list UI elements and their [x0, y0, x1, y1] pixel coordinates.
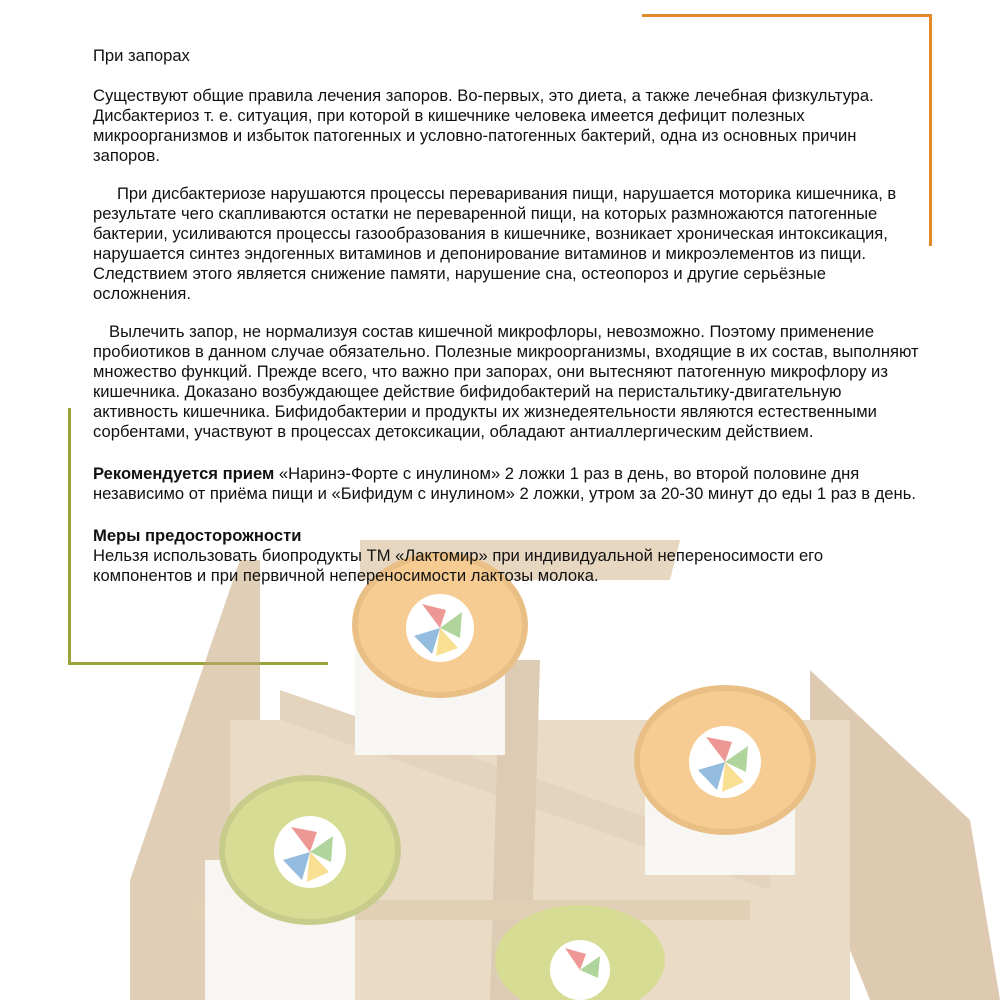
- paragraph-probiotics: [93, 322, 923, 442]
- orange-accent-line-top: [642, 14, 932, 17]
- paragraph-intro: Существуют общие правила лечения запоров. Во-первых, это диета, а также лечебная физкультура. Дисбактериоз т. е. ситуация, при которой в кишечнике человека имеется дефицит полезных микроорганизмов и избыток патогенных и условно-патогенных бактерий, одна из основных причин запоров.: [93, 86, 874, 165]
- product-photo: [110, 520, 1000, 1000]
- orange-accent-line-right: [929, 14, 932, 246]
- paragraph-dysbacteriosis-text: При дисбактериозе нарушаются процессы переваривания пищи, нарушается моторика кишечника, в результате чего скапливаются остатки не переваренной пищи, на которых размножаются патогенные бактерии, усиливаются процессы газообразования в кишечнике, возникает хроническая интоксикация, нарушается синтез эндогенных витаминов и депонирование витаминов и микроэлементов из пищи. Следствием этого является снижение памяти, нарушение сна, остеопороз и другие серьёзные осложнения.: [93, 184, 897, 303]
- precautions-text: Нельзя использовать биопродукты ТМ «Лактомир» при индивидуальной непереносимости его компонентов и при первичной непереносимости лактозы молока.: [93, 546, 824, 585]
- recommendation-label: Рекомендуется прием: [93, 464, 275, 483]
- jar-right: [637, 688, 813, 875]
- article: [93, 46, 923, 586]
- paragraph-probiotics-text: Вылечить запор, не нормализуя состав кишечной микрофлоры, невозможно. Поэтому применение пробиотиков в данном случае обязательно. Полезные микроорганизмы, входящие в их состав, выполняют множество функций. Прежде всего, что важно при запорах, они вытесняют патогенную микрофлору из кишечника. Доказано возбуждающее действие бифидобактерий на перистальтику-двигательную активность кишечника. Бифидобактерии и продукты их жизнедеятельности являются естественными сорбентами, участвуют в процессах детоксикации, обладают антиаллергическим действием.: [93, 322, 919, 441]
- precautions-title: Меры предосторожности: [93, 526, 302, 545]
- recommendation-text: «Наринэ-Форте с инулином» 2 ложки 1 раз в день, во второй половине дня независимо от приёма пищи и «Бифидум с инулином» 2 ложки, утром за 20-30 минут до еды 1 раз в день.: [93, 464, 916, 503]
- green-accent-line-left: [68, 408, 71, 664]
- recommendation-paragraph: [93, 464, 923, 504]
- article-heading: При запорах: [93, 46, 190, 65]
- paragraph-dysbacteriosis: [93, 184, 923, 304]
